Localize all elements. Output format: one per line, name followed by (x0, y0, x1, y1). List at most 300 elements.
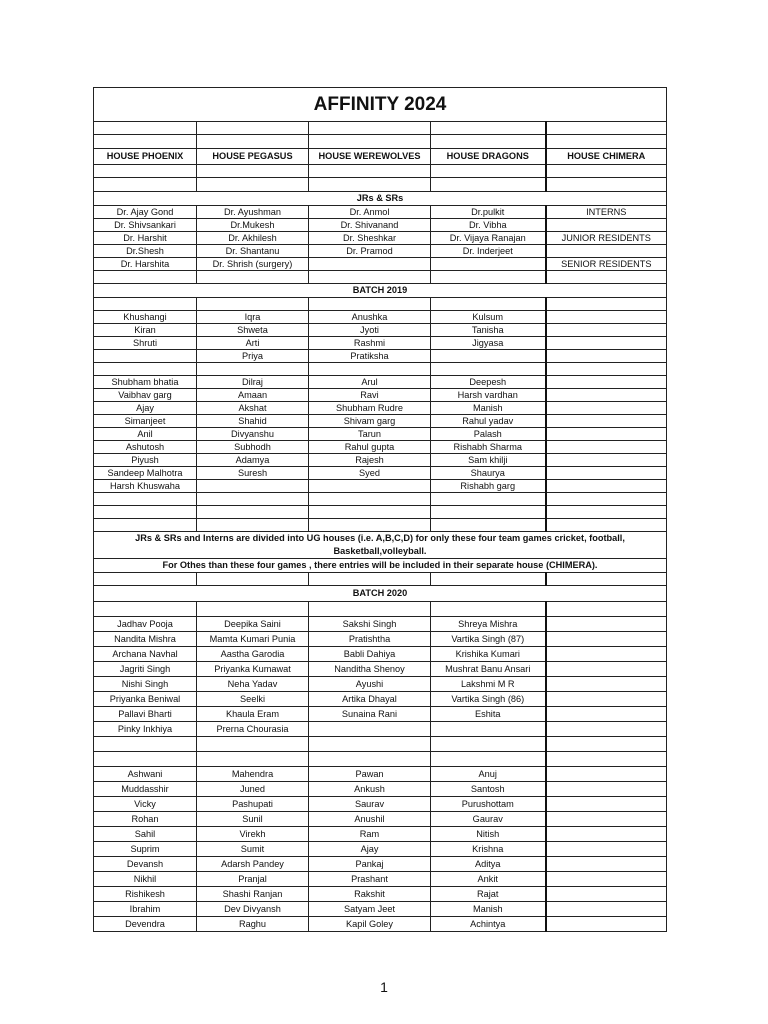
name-cell: Rishabh Sharma (431, 441, 546, 454)
empty-cell (197, 165, 309, 178)
name-cell (546, 707, 667, 722)
name-cell: Pawan (309, 767, 431, 782)
table-row (94, 441, 667, 454)
table-row (94, 842, 667, 857)
table-row (94, 350, 667, 363)
empty-cell (94, 573, 197, 586)
name-cell: Dr. Akhilesh (197, 232, 309, 245)
name-cell: Shashi Ranjan (197, 887, 309, 902)
name-cell: Ashutosh (94, 441, 197, 454)
empty-cell (431, 519, 546, 532)
name-cell: Akshat (197, 402, 309, 415)
empty-row (94, 506, 667, 519)
name-cell (309, 258, 431, 271)
name-cell: Rajat (431, 887, 546, 902)
name-cell (546, 767, 667, 782)
name-cell: Nitish (431, 827, 546, 842)
name-cell: Jadhav Pooja (94, 617, 197, 632)
name-cell: Pankaj (309, 857, 431, 872)
name-cell: Dr. Ajay Gond (94, 206, 197, 219)
table-row (94, 632, 667, 647)
empty-row (94, 178, 667, 192)
empty-cell (431, 752, 546, 767)
empty-cell (431, 165, 546, 178)
name-cell (546, 311, 667, 324)
table-row (94, 647, 667, 662)
empty-cell (431, 271, 546, 284)
empty-cell (197, 135, 309, 149)
empty-cell (431, 178, 546, 192)
empty-cell (309, 752, 431, 767)
name-cell: Gaurav (431, 812, 546, 827)
name-cell: Pashupati (197, 797, 309, 812)
empty-cell (546, 573, 667, 586)
empty-cell (431, 298, 546, 311)
name-cell: Devendra (94, 917, 197, 932)
name-cell: Rashmi (309, 337, 431, 350)
name-cell: Ankush (309, 782, 431, 797)
name-cell (546, 857, 667, 872)
empty-row (94, 752, 667, 767)
name-cell: Tarun (309, 428, 431, 441)
name-cell (546, 782, 667, 797)
name-cell: Rajesh (309, 454, 431, 467)
empty-cell (197, 519, 309, 532)
empty-cell (94, 135, 197, 149)
name-cell: Shivam garg (309, 415, 431, 428)
name-cell: Rohan (94, 812, 197, 827)
name-cell (546, 827, 667, 842)
house-chimera-header: HOUSE CHIMERA (546, 149, 667, 165)
name-cell (546, 245, 667, 258)
name-cell: Dr. Shantanu (197, 245, 309, 258)
name-cell (546, 632, 667, 647)
name-cell: Khushangi (94, 311, 197, 324)
table-row (94, 617, 667, 632)
name-cell: Ayushi (309, 677, 431, 692)
table-row (94, 232, 667, 245)
name-cell: Juned (197, 782, 309, 797)
name-cell: Santosh (431, 782, 546, 797)
empty-row (94, 122, 667, 135)
name-cell: Aditya (431, 857, 546, 872)
empty-cell (197, 506, 309, 519)
name-cell: Achintya (431, 917, 546, 932)
section-label-row (94, 586, 667, 602)
name-cell: Dr. Ayushman (197, 206, 309, 219)
name-cell: Priya (197, 350, 309, 363)
empty-cell (431, 135, 546, 149)
name-cell: Mushrat Banu Ansari (431, 662, 546, 677)
name-cell: Ashwani (94, 767, 197, 782)
table-row (94, 324, 667, 337)
name-cell: Krishika Kumari (431, 647, 546, 662)
section-label-row (94, 192, 667, 206)
name-cell: Pinky Inkhiya (94, 722, 197, 737)
empty-cell (309, 122, 431, 135)
table-row (94, 917, 667, 932)
name-cell: Ajay (94, 402, 197, 415)
empty-cell (94, 737, 197, 752)
empty-cell (546, 506, 667, 519)
table-row (94, 872, 667, 887)
house-header-row (94, 149, 667, 165)
empty-row (94, 493, 667, 506)
name-cell (546, 722, 667, 737)
empty-cell (431, 602, 546, 617)
empty-cell (94, 493, 197, 506)
empty-row (94, 519, 667, 532)
name-cell: Harsh Khuswaha (94, 480, 197, 493)
name-cell: Ram (309, 827, 431, 842)
empty-cell (94, 519, 197, 532)
name-cell: Adamya (197, 454, 309, 467)
section-label-row (94, 284, 667, 298)
empty-cell (197, 602, 309, 617)
empty-cell (309, 602, 431, 617)
table-row (94, 415, 667, 428)
name-cell: Shahid (197, 415, 309, 428)
name-cell: Rakshit (309, 887, 431, 902)
table-row (94, 812, 667, 827)
empty-cell (309, 493, 431, 506)
name-cell: Iqra (197, 311, 309, 324)
name-cell: Raghu (197, 917, 309, 932)
empty-cell (546, 737, 667, 752)
table-row (94, 767, 667, 782)
name-cell: Simanjeet (94, 415, 197, 428)
name-cell (197, 480, 309, 493)
empty-cell (546, 135, 667, 149)
table-row (94, 402, 667, 415)
name-cell: Deepesh (431, 376, 546, 389)
table-row (94, 662, 667, 677)
empty-cell (94, 271, 197, 284)
name-cell: Virekh (197, 827, 309, 842)
name-cell: Pranjal (197, 872, 309, 887)
name-cell: Shubham Rudre (309, 402, 431, 415)
name-cell: Priyanka Kumawat (197, 662, 309, 677)
name-cell: Saurav (309, 797, 431, 812)
name-cell: Sahil (94, 827, 197, 842)
table-row (94, 857, 667, 872)
name-cell: Palash (431, 428, 546, 441)
empty-cell (197, 573, 309, 586)
empty-cell (94, 602, 197, 617)
name-cell (546, 219, 667, 232)
empty-cell (197, 178, 309, 192)
empty-cell (94, 363, 197, 376)
name-cell: Dr. Shivanand (309, 219, 431, 232)
empty-cell (197, 298, 309, 311)
empty-cell (309, 737, 431, 752)
empty-cell (94, 165, 197, 178)
table-row (94, 707, 667, 722)
name-cell: Aastha Garodia (197, 647, 309, 662)
empty-cell (546, 271, 667, 284)
name-cell: Pallavi Bharti (94, 707, 197, 722)
empty-cell (309, 519, 431, 532)
name-cell: Arti (197, 337, 309, 350)
name-cell: Dr. Inderjeet (431, 245, 546, 258)
name-cell (431, 350, 546, 363)
name-cell: Satyam Jeet (309, 902, 431, 917)
name-cell: Anushka (309, 311, 431, 324)
name-cell: Shweta (197, 324, 309, 337)
name-cell (546, 677, 667, 692)
name-cell: Kiran (94, 324, 197, 337)
name-cell: Suresh (197, 467, 309, 480)
table-row (94, 782, 667, 797)
name-cell: Anil (94, 428, 197, 441)
name-cell: Nishi Singh (94, 677, 197, 692)
name-cell: Nandita Mishra (94, 632, 197, 647)
name-cell: Dr. Harshita (94, 258, 197, 271)
name-cell: Manish (431, 902, 546, 917)
empty-row (94, 573, 667, 586)
sheet-title: AFFINITY 2024 (94, 88, 667, 122)
empty-cell (546, 178, 667, 192)
empty-row (94, 271, 667, 284)
name-cell (546, 662, 667, 677)
empty-cell (431, 363, 546, 376)
name-cell: Khaula Eram (197, 707, 309, 722)
name-cell: Sandeep Malhotra (94, 467, 197, 480)
sheet-body (94, 88, 667, 932)
name-cell (546, 917, 667, 932)
name-cell: Rishabh garg (431, 480, 546, 493)
house-pegasus-header: HOUSE PEGASUS (197, 149, 309, 165)
name-cell: Ajay (309, 842, 431, 857)
name-cell: Neha Yadav (197, 677, 309, 692)
table-row (94, 376, 667, 389)
empty-cell (431, 493, 546, 506)
empty-cell (309, 135, 431, 149)
name-cell: Shaurya (431, 467, 546, 480)
name-cell (546, 337, 667, 350)
name-cell (546, 812, 667, 827)
name-cell: Deepika Saini (197, 617, 309, 632)
note-row (94, 559, 667, 573)
name-cell: Dr. Pramod (309, 245, 431, 258)
empty-cell (431, 506, 546, 519)
empty-cell (197, 493, 309, 506)
name-cell (546, 797, 667, 812)
name-cell (546, 324, 667, 337)
house-phoenix-header: HOUSE PHOENIX (94, 149, 197, 165)
name-cell: Ravi (309, 389, 431, 402)
table-row (94, 480, 667, 493)
section-label: JRs & SRs (94, 192, 667, 206)
name-cell: Lakshmi M R (431, 677, 546, 692)
name-cell (546, 389, 667, 402)
name-cell: Sunil (197, 812, 309, 827)
name-cell: Mahendra (197, 767, 309, 782)
empty-cell (546, 165, 667, 178)
name-cell (546, 647, 667, 662)
table-row (94, 219, 667, 232)
note-row (94, 532, 667, 559)
table-row (94, 692, 667, 707)
name-cell: Shreya Mishra (431, 617, 546, 632)
name-cell (546, 454, 667, 467)
name-cell: Sunaina Rani (309, 707, 431, 722)
empty-cell (309, 363, 431, 376)
name-cell: Sakshi Singh (309, 617, 431, 632)
name-cell (546, 415, 667, 428)
table-row (94, 887, 667, 902)
table-row (94, 827, 667, 842)
empty-cell (94, 178, 197, 192)
table-row (94, 311, 667, 324)
affinity-sheet-table (93, 87, 667, 932)
name-cell: Dr. Shrish (surgery) (197, 258, 309, 271)
name-cell: Pratiksha (309, 350, 431, 363)
title-row (94, 88, 667, 122)
empty-cell (197, 122, 309, 135)
name-cell: Ankit (431, 872, 546, 887)
name-cell (546, 350, 667, 363)
name-cell: Purushottam (431, 797, 546, 812)
empty-cell (94, 298, 197, 311)
name-cell (546, 617, 667, 632)
empty-row (94, 737, 667, 752)
name-cell: Dr.pulkit (431, 206, 546, 219)
house-dragons-header: HOUSE DRAGONS (431, 149, 546, 165)
empty-cell (546, 752, 667, 767)
name-cell: Anuj (431, 767, 546, 782)
name-cell: Shubham bhatia (94, 376, 197, 389)
name-cell: Harsh vardhan (431, 389, 546, 402)
empty-row (94, 602, 667, 617)
table-row (94, 389, 667, 402)
name-cell: Muddasshir (94, 782, 197, 797)
name-cell (431, 258, 546, 271)
table-row (94, 722, 667, 737)
empty-cell (546, 519, 667, 532)
name-cell (546, 902, 667, 917)
name-cell (546, 872, 667, 887)
name-cell: Kulsum (431, 311, 546, 324)
table-row (94, 454, 667, 467)
empty-row (94, 363, 667, 376)
name-cell: Piyush (94, 454, 197, 467)
empty-cell (309, 165, 431, 178)
name-cell (546, 376, 667, 389)
name-cell: Vaibhav garg (94, 389, 197, 402)
name-cell: Archana Navhal (94, 647, 197, 662)
table-row (94, 337, 667, 350)
name-cell: Dr.Mukesh (197, 219, 309, 232)
empty-cell (309, 573, 431, 586)
name-cell: Dr. Sheshkar (309, 232, 431, 245)
name-cell (546, 842, 667, 857)
name-cell: Babli Dahiya (309, 647, 431, 662)
house-werewolves-header: HOUSE WEREWOLVES (309, 149, 431, 165)
table-row (94, 258, 667, 271)
empty-cell (431, 573, 546, 586)
empty-cell (94, 506, 197, 519)
empty-cell (546, 363, 667, 376)
page-number: 1 (380, 979, 388, 995)
name-cell: Dilraj (197, 376, 309, 389)
empty-cell (309, 298, 431, 311)
name-cell: Divyanshu (197, 428, 309, 441)
name-cell: Devansh (94, 857, 197, 872)
name-cell: Eshita (431, 707, 546, 722)
table-row (94, 677, 667, 692)
name-cell: Dr. Vibha (431, 219, 546, 232)
name-cell: Adarsh Pandey (197, 857, 309, 872)
name-cell: Krishna (431, 842, 546, 857)
name-cell: Vartika Singh (86) (431, 692, 546, 707)
empty-cell (309, 271, 431, 284)
name-cell: Shruti (94, 337, 197, 350)
empty-cell (309, 506, 431, 519)
empty-cell (197, 271, 309, 284)
table-row (94, 467, 667, 480)
name-cell: Rishikesh (94, 887, 197, 902)
name-cell: Jigyasa (431, 337, 546, 350)
name-cell: Vicky (94, 797, 197, 812)
name-cell (546, 692, 667, 707)
name-cell (546, 428, 667, 441)
name-cell: Vartika Singh (87) (431, 632, 546, 647)
empty-row (94, 298, 667, 311)
name-cell: Jagriti Singh (94, 662, 197, 677)
name-cell: Dr. Harshit (94, 232, 197, 245)
name-cell: Rahul yadav (431, 415, 546, 428)
name-cell: Tanisha (431, 324, 546, 337)
name-cell: Pratishtha (309, 632, 431, 647)
empty-cell (546, 298, 667, 311)
empty-cell (431, 737, 546, 752)
name-cell: Jyoti (309, 324, 431, 337)
section-label: BATCH 2019 (94, 284, 667, 298)
name-cell: Dr. Shivsankari (94, 219, 197, 232)
name-cell: Syed (309, 467, 431, 480)
empty-cell (546, 493, 667, 506)
section-label: BATCH 2020 (94, 586, 667, 602)
name-cell (546, 402, 667, 415)
name-cell (309, 480, 431, 493)
name-cell (94, 350, 197, 363)
empty-cell (94, 122, 197, 135)
name-cell: Dr.Shesh (94, 245, 197, 258)
name-cell (546, 887, 667, 902)
name-cell: Kapil Goley (309, 917, 431, 932)
table-row (94, 428, 667, 441)
name-cell (309, 722, 431, 737)
note-text: JRs & SRs and Interns are divided into UG houses (i.e. A,B,C,D) for only these four team games cricket, football, Basketball,volleyball. (94, 532, 667, 559)
name-cell: Sumit (197, 842, 309, 857)
name-cell: Prashant (309, 872, 431, 887)
empty-cell (546, 602, 667, 617)
name-cell (546, 467, 667, 480)
empty-cell (197, 737, 309, 752)
name-cell: Suprim (94, 842, 197, 857)
empty-cell (197, 752, 309, 767)
empty-cell (94, 752, 197, 767)
name-cell: Amaan (197, 389, 309, 402)
name-cell: Ibrahim (94, 902, 197, 917)
name-cell: Nikhil (94, 872, 197, 887)
name-cell: Nanditha Shenoy (309, 662, 431, 677)
empty-cell (197, 363, 309, 376)
name-cell: Artika Dhayal (309, 692, 431, 707)
name-cell: Dev Divyansh (197, 902, 309, 917)
empty-row (94, 135, 667, 149)
